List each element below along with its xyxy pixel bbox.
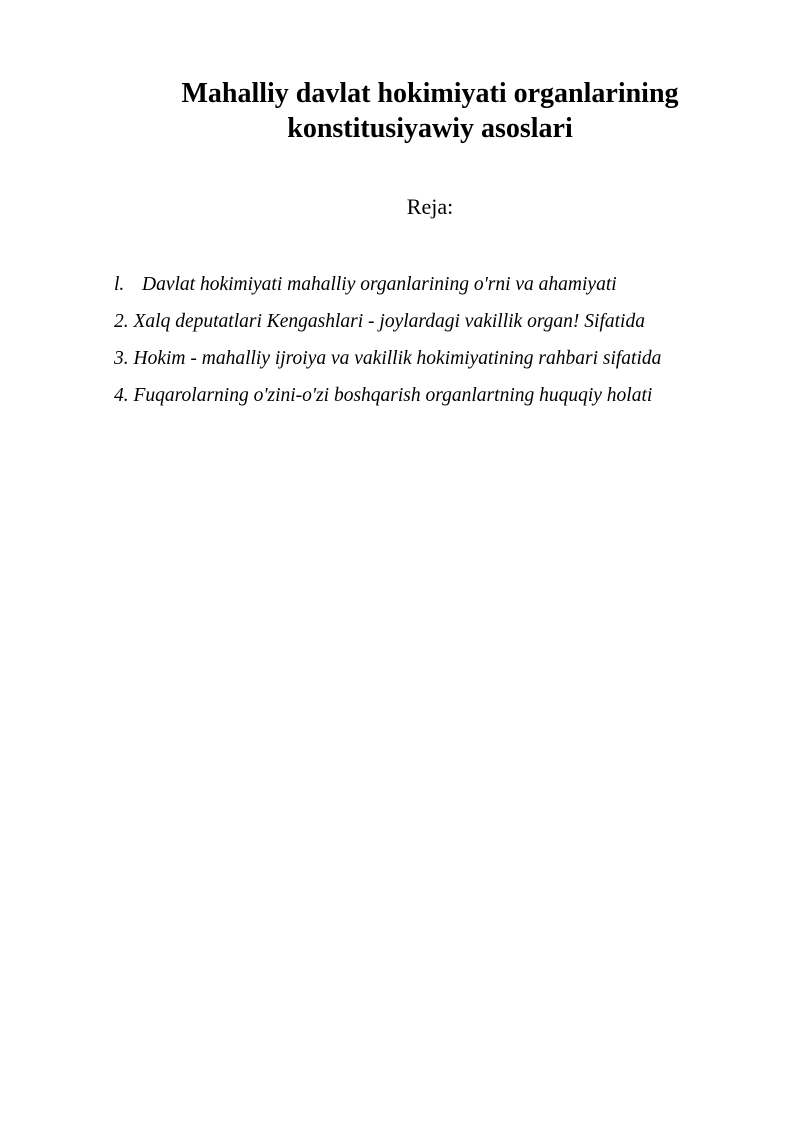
page-title xyxy=(130,76,730,146)
plan-item-4 xyxy=(114,383,754,420)
plan-item-1 xyxy=(114,272,754,309)
plan-heading: Reja: xyxy=(406,194,454,219)
plan-item-number: 3. xyxy=(114,348,129,369)
plan-item-text: Davlat hokimiyati mahalliy organlarining o'rni va ahamiyati xyxy=(142,274,617,295)
plan-item-2 xyxy=(114,309,754,346)
plan-item-number: l. xyxy=(114,274,125,295)
plan-item-number: 2. xyxy=(114,311,129,332)
plan-item-text: Xalq deputatlari Kengashlari - joylardagi vakillik organ! Sifatida xyxy=(133,311,645,332)
title-line-2: konstitusiyawiy asoslari xyxy=(287,113,573,144)
plan-item-3 xyxy=(114,346,754,383)
title-line-1: Mahalliy davlat hokimiyati organlarining xyxy=(181,78,679,109)
plan-item-number: 4. xyxy=(114,385,129,406)
plan-item-text: Fuqarolarning o'zini-o'zi boshqarish organlartning huquqiy holati xyxy=(133,385,653,406)
plan-list xyxy=(114,272,754,420)
plan-item-text: Hokim - mahalliy ijroiya va vakillik hokimiyatining rahbari sifatida xyxy=(133,348,662,369)
